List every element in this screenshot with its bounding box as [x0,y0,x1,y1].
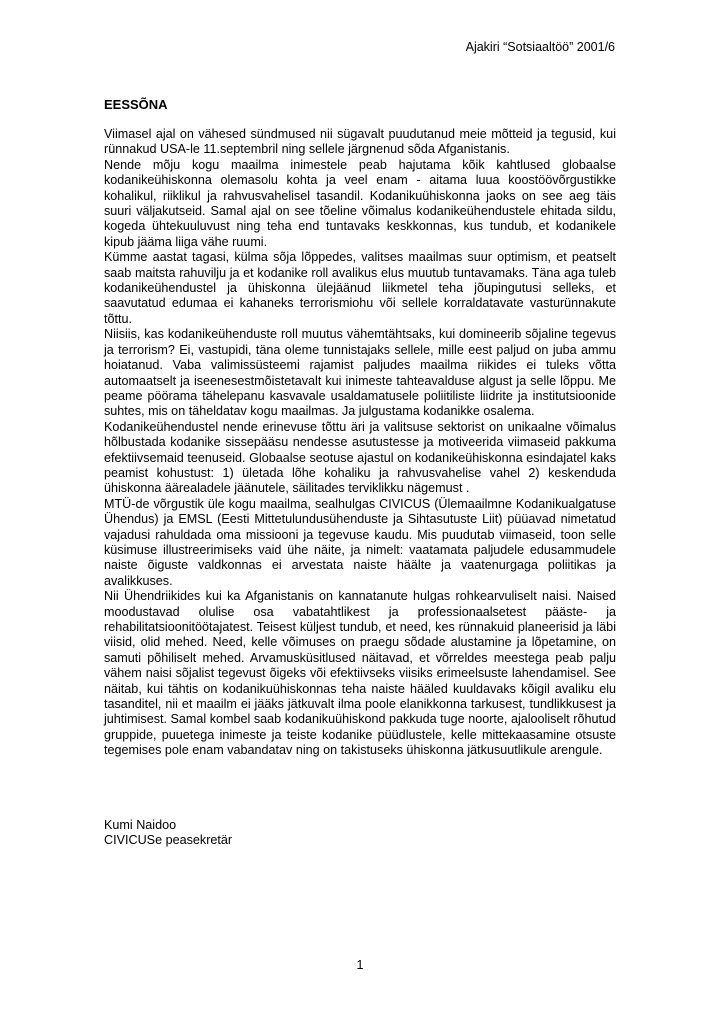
paragraph: Kodanikeühendustel nende erinevuse tõttu äri ja valitsuse sektorist on unikaalne võimalus hõlbustada kodanike sissepääsu nendesse asutustesse ja motiveerida viimaseid pakkuma efektiivsemaid teenuseid. Globaalse seotuse ajastul on kodanikeühiskonna esindajatel kaks peamist kohustust: 1) ületada lõhe kohaliku ja rahvusvahelise vahel 2) keskenduda ühiskonna äärealadele jäänutele, säilitades terviklikku nägemust . [104,419,616,496]
paragraph: Nii Ühendriikides kui ka Afganistanis on kannatanute hulgas rohkearvuliselt naisi. Naised moodustavad olulise osa vabatahtlikest ja professionaalsetest pääste- ja rehabilitatsioonitöötajatest. Teisest küljest tundub, et need, kes rünnakuid planeerisid ja läbi viisid, olid mehed. Need, kelle võimuses on praegu sõdade alustamine ja lõpetamine, on samuti põhiliselt mehed. Arvamusküsitlused näitavad, et võrreldes meestega peab palju vähem naisi sõjalist tegevust õigeks või efektiivseks viisiks erimeelsuste lahendamisel. See näitab, kui tähtis on kodanikuühiskonnas teha naiste hääled kuuldavaks kõigil avaliku elu tasanditel, nii et maailm ei jääks jätkuvalt ilma poole elanikkonna tarkusest, tundlikkusest ja juhtimisest. Samal kombel saab kodanikuühiskond pakkuda tuge noorte, ajalooliselt rõhutud gruppide, puuetega inimeste ja teiste kodanike püüdlustele, kelle mittekaasamine otsuste tegemises pole enam vabandatav ning on takistuseks ühiskonna jätkusuutlikule arengule. [104,589,616,758]
running-header: Ajakiri “Sotsiaaltöö” 2001/6 [465,40,615,54]
article-title: EESSÕNA [104,97,168,112]
author-name: Kumi Naidoo [104,818,177,832]
paragraph: Viimasel ajal on vähesed sündmused nii sügavalt puudutanud meie mõtteid ja tegusid, kui rünnakud USA-le 11.septembril ning sellele järgnenud sõda Afganistanis. [104,127,616,157]
paragraph: Niisiis, kas kodanikeühenduste roll muutus vähemtähtsaks, kui domineerib sõjaline tegevus ja terrorism? Ei, vastupidi, täna oleme tunnistajaks sellele, mille eest paljud on juba ammu hoiatanud. Vaba valimissüsteemi rajamist paljudes maailma riikides ei tuleks võtta automaatselt ja iseenesestmõistetavalt kui inimeste tahteavalduse algust ja selle lõppu. Me peame pöörama tähelepanu kasvavale usaldamatusele poliitiliste liidrite ja institutsioonide suhtes, mis on täheldatav kogu maailmas. Ja julgustama kodanikke osalema. [104,327,616,419]
paragraph: Nende mõju kogu maailma inimestele peab hajutama kõik kahtlused globaalse kodanikeühiskonna olemasolu kohta ja veel enam - aitama luua koostöövõrgustikke kohalikul, riiklikul ja rahvusvahelisel tasandil. Kodanikuühiskonna jaoks on see aeg täis suuri väljakutseid. Samal ajal on see tõeline võimalus kodanikeühendustele ehitada sildu, kogeda ühtekuuluvust ning teha end tuntavaks keskkonnas, kus tundub, et kodanikele kipub jääma liiga vähe ruumi. [104,157,616,249]
paragraph: Kümme aastat tagasi, külma sõja lõppedes, valitses maailmas suur optimism, et peatselt saab maitsta rahuvilju ja et kodanike roll avalikus elus muutub tuntavamaks. Täna aga tuleb kodanikeühendustel ja ühiskonna ülejäänud liikmetel teha jõupingutusi selleks, et saavutatud edumaa ei kahaneks terrorismiohu või sellele korraldatavate vasturünnakute tõttu. [104,250,616,326]
author-position: CIVICUSe peasekretär [104,833,233,848]
signature-block [104,818,232,849]
page-number: 1 [356,958,364,972]
article-body [104,127,616,759]
paragraph: MTÜ-de võrgustik üle kogu maailma, sealhulgas CIVICUS (Ülemaailmne Kodanikualgatuse Ühendus) ja EMSL (Eesti Mittetulundusühenduste ja Sihtasutuste Liit) püüavad nimetatud vajadusi rahuldada oma missiooni ja tegevuse kaudu. Mis puudutab viimaseid, toon selle küsimuse illustreerimiseks vaid ühe näite, ja nimelt: vaatamata paljudele edusammudele naiste õiguste valdkonnas ei arvestata naiste häälte ja vaatenurgaga poliitikas ja avalikkuses. [104,496,616,588]
